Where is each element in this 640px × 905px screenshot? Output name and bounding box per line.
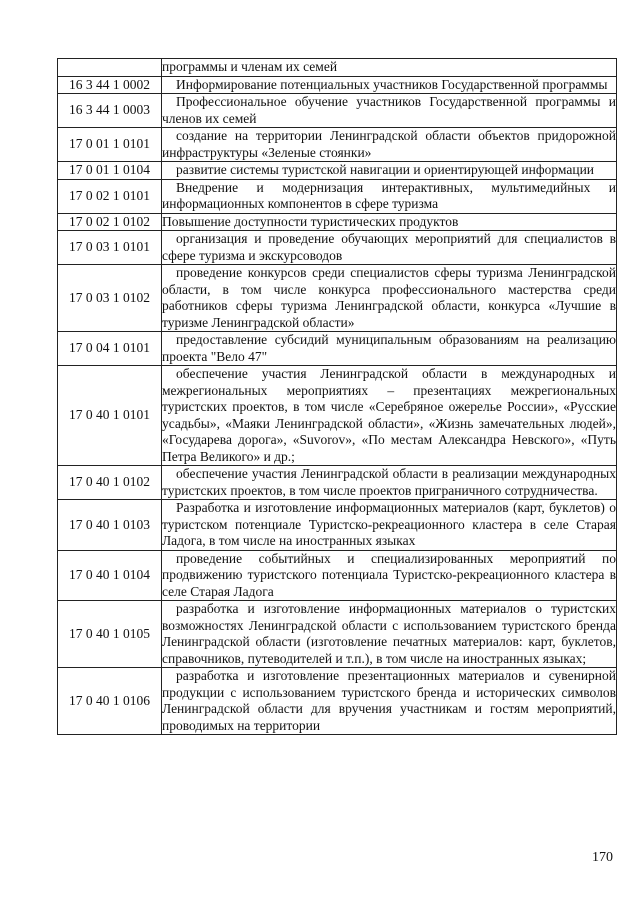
table-row (58, 500, 617, 551)
table-row (58, 179, 617, 213)
description-cell: программы и членам их семей (162, 59, 617, 77)
budget-code-cell: 17 0 03 1 0102 (58, 265, 162, 332)
budget-code-cell: 17 0 40 1 0103 (58, 500, 162, 551)
budget-code-cell: 17 0 40 1 0104 (58, 550, 162, 601)
description-cell: Разработка и изготовление информационных материалов (карт, буклетов) о туристском потенциале Туристско-рекреационного кластера в селе Старая Ладога, в том числе на иностранных языках (162, 500, 616, 548)
budget-code-cell: 17 0 40 1 0101 (58, 366, 162, 466)
description-cell: обеспечение участия Ленинградской области в реализации международных туристских проектов, в том числе проектов приграничного сотрудничества. (162, 466, 616, 498)
description-cell: предоставление субсидий муниципальным образованиям на реализацию проекта "Вело 47" (162, 332, 616, 364)
description-cell: организация и проведение обучающих мероприятий для специалистов в сфере туризма и экскурсоводов (162, 231, 616, 263)
description-cell: Внедрение и модернизация интерактивных, мультимедийных и информационных компонентов в сфере туризма (162, 179, 616, 211)
table-row (58, 162, 617, 180)
description-cell: развитие системы туристской навигации и ориентирующей информации (162, 162, 617, 180)
budget-code-cell: 16 3 44 1 0003 (58, 94, 162, 128)
description-cell: создание на территории Ленинградской области объектов придорожной инфраструктуры «Зеленые стоянки» (162, 128, 616, 160)
budget-code-cell: 17 0 01 1 0104 (58, 162, 162, 180)
description-cell: разработка и изготовление информационных материалов о туристских возможностях Ленинградской области с использованием туристского бренда Ленинградской области (изготовление печатных материалов: карт, буклетов, справочников, путеводителей и т.п.), в том числе на иностранных языках; (162, 601, 616, 666)
table-row (58, 601, 617, 668)
description-cell: обеспечение участия Ленинградской области в международных и межрегиональных мероприятиях – презентациях межрегиональных туристских проектов, в том числе «Серебряное ожерелье России», «Русские усадьбы», «Маяки Ленинградской области», «Жизнь замечательных людей», «Государева дорога», «Suvorov», «По местам Александра Невского», «Путь Петра Великого» и др.; (162, 366, 616, 464)
table-row (58, 128, 617, 162)
description-cell: проведение конкурсов среди специалистов сферы туризма Ленинградской области, в том числе конкурса профессионального мастерства среди работников сферы туризма Ленинградской области, конкурса «Лучшие в туризме Ленинградской области» (162, 265, 616, 330)
table-row (58, 265, 617, 332)
table-row (58, 466, 617, 500)
description-cell: разработка и изготовление презентационных материалов и сувенирной продукции с использованием туристского бренда и исторических символов Ленинградской области для вручения участникам и гостям мероприятий, проводимых на территории (162, 668, 616, 733)
budget-codes-table (57, 58, 617, 735)
budget-code-cell: 17 0 40 1 0105 (58, 601, 162, 668)
budget-code-cell: 17 0 40 1 0102 (58, 466, 162, 500)
table-row (58, 366, 617, 466)
budget-code-cell: 17 0 02 1 0101 (58, 179, 162, 213)
table-row (58, 668, 617, 735)
table-row (58, 213, 617, 231)
description-cell: Профессиональное обучение участников Государственной программы и членов их семей (162, 94, 616, 126)
table-row (58, 332, 617, 366)
budget-code-cell: 17 0 02 1 0102 (58, 213, 162, 231)
budget-code-cell: 17 0 01 1 0101 (58, 128, 162, 162)
table-body (58, 59, 617, 735)
table-row (58, 59, 617, 77)
table-row (58, 76, 617, 94)
table-row (58, 231, 617, 265)
budget-code-cell: 17 0 03 1 0101 (58, 231, 162, 265)
budget-code-cell: 17 0 04 1 0101 (58, 332, 162, 366)
table-row (58, 550, 617, 601)
budget-code-cell: 16 3 44 1 0002 (58, 76, 162, 94)
table-row (58, 94, 617, 128)
description-cell: Повышение доступности туристических продуктов (162, 213, 617, 231)
page-number: 170 (592, 850, 613, 865)
budget-code-cell: 17 0 40 1 0106 (58, 668, 162, 735)
budget-code-cell (58, 59, 162, 77)
description-cell: проведение событийных и специализированных мероприятий по продвижению туристского потенциала Туристско-рекреационного кластера в селе Старая Ладога (162, 550, 616, 599)
description-cell: Информирование потенциальных участников Государственной программы (162, 76, 617, 94)
